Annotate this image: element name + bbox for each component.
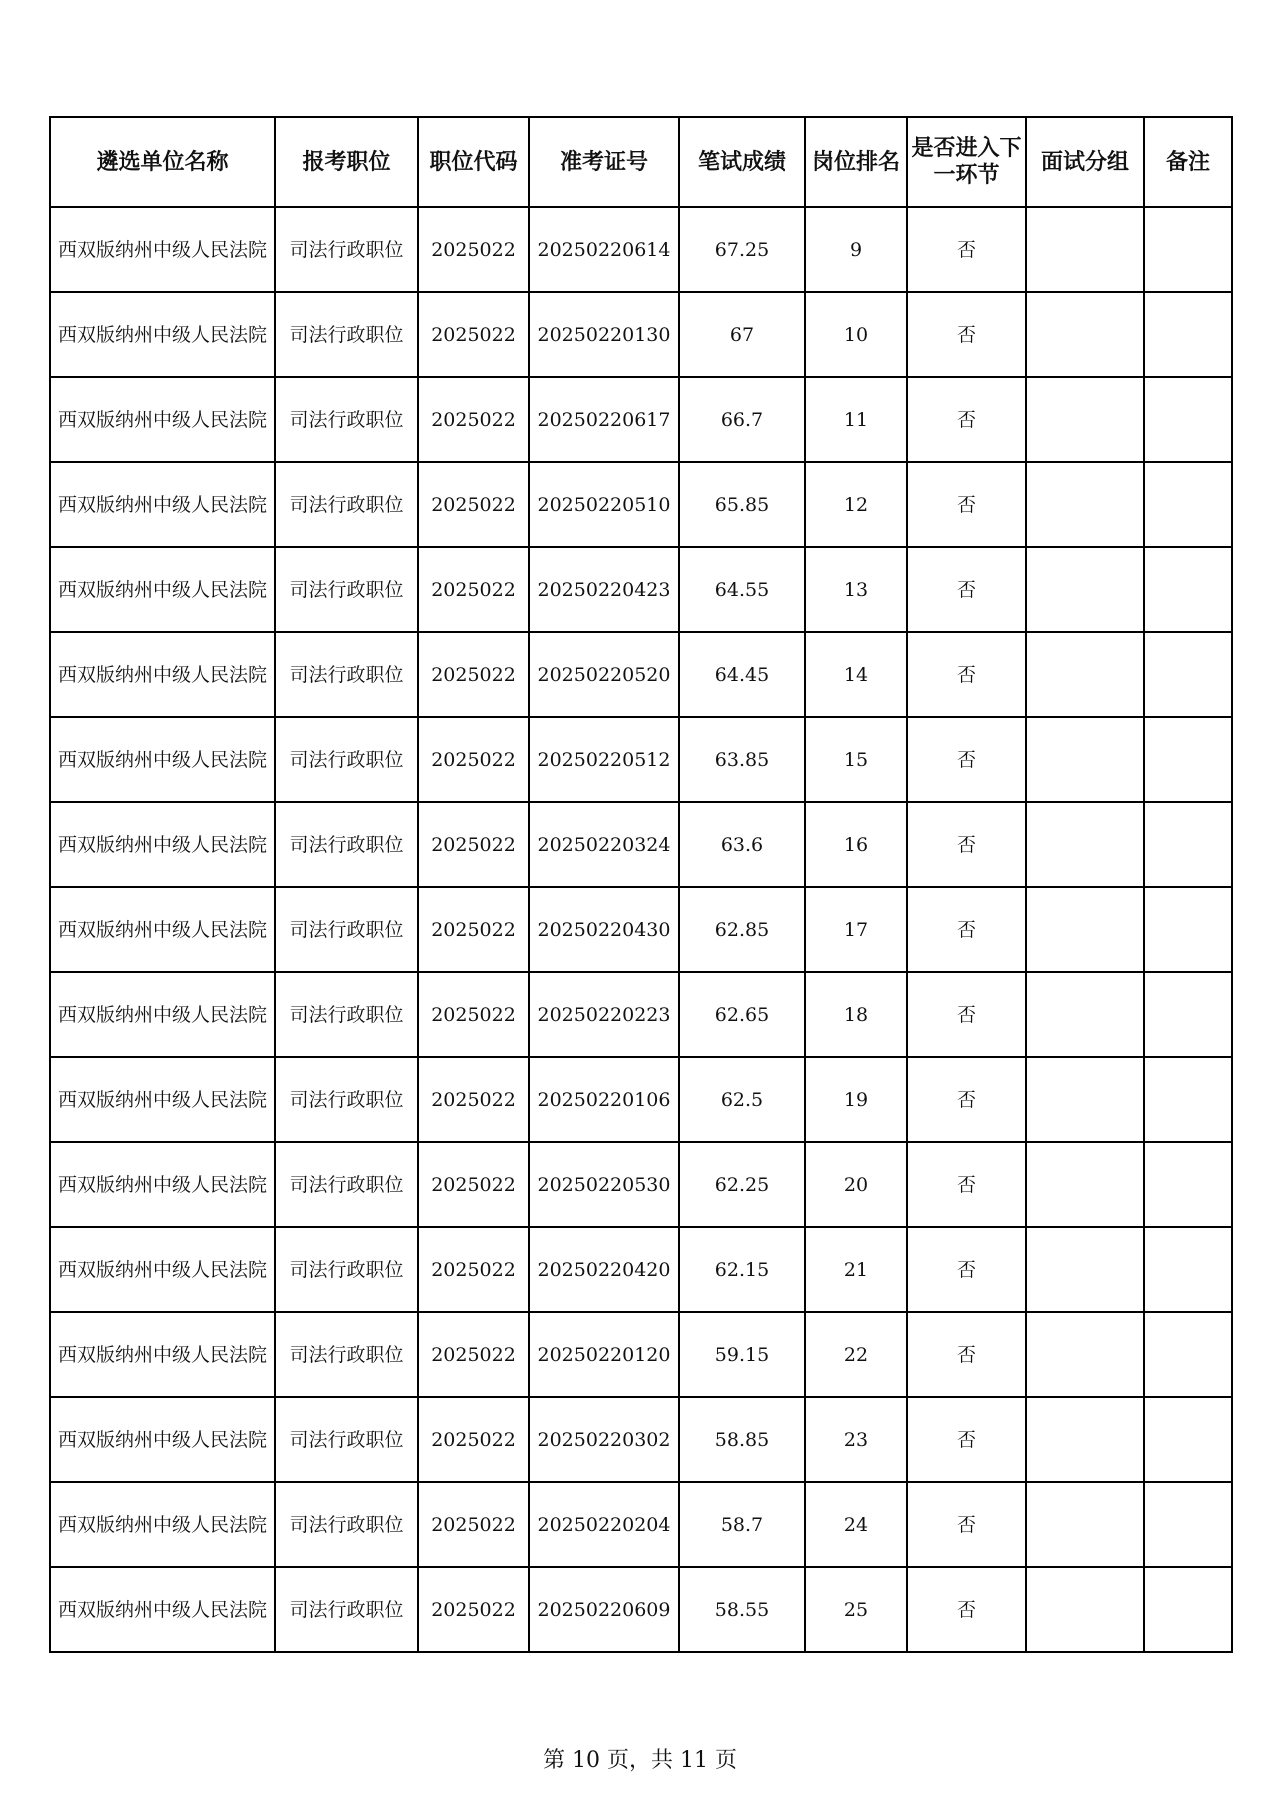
cell-remark <box>1144 1142 1232 1227</box>
cell-remark <box>1144 1227 1232 1312</box>
cell-code: 2025022 <box>418 207 529 292</box>
cell-post: 司法行政职位 <box>275 1397 418 1482</box>
cell-code: 2025022 <box>418 1397 529 1482</box>
cell-post: 司法行政职位 <box>275 1142 418 1227</box>
cell-score: 62.65 <box>679 972 805 1057</box>
cell-code: 2025022 <box>418 1227 529 1312</box>
cell-unit: 西双版纳州中级人民法院 <box>50 207 275 292</box>
cell-score: 66.7 <box>679 377 805 462</box>
table-row <box>50 1057 1232 1142</box>
cell-group <box>1026 1482 1144 1567</box>
header-score: 笔试成绩 <box>679 117 805 207</box>
cell-rank: 25 <box>805 1567 907 1652</box>
cell-score: 59.15 <box>679 1312 805 1397</box>
cell-score: 58.7 <box>679 1482 805 1567</box>
cell-next: 否 <box>907 377 1026 462</box>
cell-group <box>1026 292 1144 377</box>
cell-code: 2025022 <box>418 1567 529 1652</box>
cell-rank: 11 <box>805 377 907 462</box>
cell-remark <box>1144 1567 1232 1652</box>
table-row <box>50 1567 1232 1652</box>
table-row <box>50 292 1232 377</box>
cell-ticket: 20250220617 <box>529 377 679 462</box>
cell-ticket: 20250220324 <box>529 802 679 887</box>
cell-ticket: 20250220120 <box>529 1312 679 1397</box>
cell-score: 58.85 <box>679 1397 805 1482</box>
cell-post: 司法行政职位 <box>275 292 418 377</box>
cell-rank: 14 <box>805 632 907 717</box>
cell-remark <box>1144 972 1232 1057</box>
cell-next: 否 <box>907 632 1026 717</box>
header-ticket: 准考证号 <box>529 117 679 207</box>
header-next: 是否进入下一环节 <box>907 117 1026 207</box>
cell-unit: 西双版纳州中级人民法院 <box>50 632 275 717</box>
cell-code: 2025022 <box>418 292 529 377</box>
cell-remark <box>1144 1057 1232 1142</box>
cell-group <box>1026 462 1144 547</box>
cell-score: 67.25 <box>679 207 805 292</box>
cell-remark <box>1144 547 1232 632</box>
cell-code: 2025022 <box>418 632 529 717</box>
table-row <box>50 972 1232 1057</box>
cell-ticket: 20250220430 <box>529 887 679 972</box>
cell-score: 65.85 <box>679 462 805 547</box>
cell-unit: 西双版纳州中级人民法院 <box>50 717 275 802</box>
cell-unit: 西双版纳州中级人民法院 <box>50 1482 275 1567</box>
cell-ticket: 20250220510 <box>529 462 679 547</box>
cell-ticket: 20250220130 <box>529 292 679 377</box>
cell-group <box>1026 1567 1144 1652</box>
cell-unit: 西双版纳州中级人民法院 <box>50 1227 275 1312</box>
cell-group <box>1026 1312 1144 1397</box>
cell-next: 否 <box>907 547 1026 632</box>
cell-code: 2025022 <box>418 547 529 632</box>
cell-score: 63.6 <box>679 802 805 887</box>
table-row <box>50 1227 1232 1312</box>
cell-post: 司法行政职位 <box>275 632 418 717</box>
cell-unit: 西双版纳州中级人民法院 <box>50 1312 275 1397</box>
results-table <box>49 116 1233 1653</box>
cell-code: 2025022 <box>418 717 529 802</box>
cell-rank: 24 <box>805 1482 907 1567</box>
header-code: 职位代码 <box>418 117 529 207</box>
cell-ticket: 20250220420 <box>529 1227 679 1312</box>
cell-unit: 西双版纳州中级人民法院 <box>50 1397 275 1482</box>
cell-group <box>1026 1227 1144 1312</box>
cell-post: 司法行政职位 <box>275 1482 418 1567</box>
cell-remark <box>1144 1397 1232 1482</box>
table-row <box>50 207 1232 292</box>
table-row <box>50 887 1232 972</box>
cell-group <box>1026 207 1144 292</box>
cell-rank: 9 <box>805 207 907 292</box>
cell-unit: 西双版纳州中级人民法院 <box>50 1057 275 1142</box>
table-row <box>50 632 1232 717</box>
cell-unit: 西双版纳州中级人民法院 <box>50 1567 275 1652</box>
cell-unit: 西双版纳州中级人民法院 <box>50 802 275 887</box>
header-remark: 备注 <box>1144 117 1232 207</box>
header-group: 面试分组 <box>1026 117 1144 207</box>
cell-remark <box>1144 717 1232 802</box>
cell-rank: 10 <box>805 292 907 377</box>
cell-next: 否 <box>907 887 1026 972</box>
cell-post: 司法行政职位 <box>275 802 418 887</box>
cell-group <box>1026 1142 1144 1227</box>
cell-group <box>1026 632 1144 717</box>
cell-ticket: 20250220609 <box>529 1567 679 1652</box>
cell-post: 司法行政职位 <box>275 1227 418 1312</box>
table-row <box>50 1397 1232 1482</box>
cell-post: 司法行政职位 <box>275 1057 418 1142</box>
cell-remark <box>1144 802 1232 887</box>
cell-group <box>1026 1397 1144 1482</box>
cell-next: 否 <box>907 207 1026 292</box>
cell-next: 否 <box>907 1227 1026 1312</box>
cell-score: 62.85 <box>679 887 805 972</box>
cell-unit: 西双版纳州中级人民法院 <box>50 377 275 462</box>
cell-rank: 19 <box>805 1057 907 1142</box>
header-unit: 遴选单位名称 <box>50 117 275 207</box>
cell-rank: 20 <box>805 1142 907 1227</box>
cell-next: 否 <box>907 1057 1026 1142</box>
cell-score: 67 <box>679 292 805 377</box>
cell-group <box>1026 972 1144 1057</box>
cell-next: 否 <box>907 1567 1026 1652</box>
cell-post: 司法行政职位 <box>275 207 418 292</box>
header-row <box>50 117 1232 207</box>
cell-next: 否 <box>907 972 1026 1057</box>
cell-rank: 17 <box>805 887 907 972</box>
cell-group <box>1026 377 1144 462</box>
cell-score: 63.85 <box>679 717 805 802</box>
cell-ticket: 20250220106 <box>529 1057 679 1142</box>
cell-code: 2025022 <box>418 1057 529 1142</box>
table-row <box>50 1312 1232 1397</box>
cell-group <box>1026 802 1144 887</box>
cell-remark <box>1144 887 1232 972</box>
cell-code: 2025022 <box>418 887 529 972</box>
cell-code: 2025022 <box>418 377 529 462</box>
cell-rank: 18 <box>805 972 907 1057</box>
cell-code: 2025022 <box>418 462 529 547</box>
cell-group <box>1026 1057 1144 1142</box>
cell-post: 司法行政职位 <box>275 887 418 972</box>
cell-rank: 16 <box>805 802 907 887</box>
cell-post: 司法行政职位 <box>275 1567 418 1652</box>
cell-remark <box>1144 292 1232 377</box>
page-number: 第 10 页，共 11 页 <box>543 1748 737 1773</box>
cell-code: 2025022 <box>418 802 529 887</box>
cell-ticket: 20250220204 <box>529 1482 679 1567</box>
table-row <box>50 1142 1232 1227</box>
header-rank: 岗位排名 <box>805 117 907 207</box>
cell-next: 否 <box>907 1397 1026 1482</box>
cell-rank: 12 <box>805 462 907 547</box>
cell-unit: 西双版纳州中级人民法院 <box>50 972 275 1057</box>
cell-rank: 15 <box>805 717 907 802</box>
cell-post: 司法行政职位 <box>275 377 418 462</box>
cell-unit: 西双版纳州中级人民法院 <box>50 547 275 632</box>
table-row <box>50 462 1232 547</box>
cell-ticket: 20250220512 <box>529 717 679 802</box>
cell-score: 58.55 <box>679 1567 805 1652</box>
table-row <box>50 1482 1232 1567</box>
table-row <box>50 547 1232 632</box>
cell-rank: 21 <box>805 1227 907 1312</box>
cell-post: 司法行政职位 <box>275 972 418 1057</box>
cell-remark <box>1144 1482 1232 1567</box>
cell-unit: 西双版纳州中级人民法院 <box>50 887 275 972</box>
cell-next: 否 <box>907 1142 1026 1227</box>
cell-next: 否 <box>907 462 1026 547</box>
cell-next: 否 <box>907 1312 1026 1397</box>
cell-score: 62.25 <box>679 1142 805 1227</box>
cell-group <box>1026 547 1144 632</box>
cell-code: 2025022 <box>418 1312 529 1397</box>
cell-group <box>1026 887 1144 972</box>
cell-code: 2025022 <box>418 972 529 1057</box>
cell-ticket: 20250220614 <box>529 207 679 292</box>
cell-score: 62.15 <box>679 1227 805 1312</box>
cell-ticket: 20250220530 <box>529 1142 679 1227</box>
cell-remark <box>1144 632 1232 717</box>
cell-remark <box>1144 462 1232 547</box>
cell-code: 2025022 <box>418 1482 529 1567</box>
cell-score: 62.5 <box>679 1057 805 1142</box>
header-post: 报考职位 <box>275 117 418 207</box>
cell-unit: 西双版纳州中级人民法院 <box>50 462 275 547</box>
cell-next: 否 <box>907 802 1026 887</box>
cell-next: 否 <box>907 292 1026 377</box>
cell-post: 司法行政职位 <box>275 547 418 632</box>
cell-ticket: 20250220520 <box>529 632 679 717</box>
cell-post: 司法行政职位 <box>275 462 418 547</box>
cell-group <box>1026 717 1144 802</box>
cell-ticket: 20250220302 <box>529 1397 679 1482</box>
cell-rank: 22 <box>805 1312 907 1397</box>
cell-unit: 西双版纳州中级人民法院 <box>50 1142 275 1227</box>
cell-rank: 13 <box>805 547 907 632</box>
cell-score: 64.45 <box>679 632 805 717</box>
cell-remark <box>1144 377 1232 462</box>
cell-remark <box>1144 1312 1232 1397</box>
cell-remark <box>1144 207 1232 292</box>
cell-score: 64.55 <box>679 547 805 632</box>
cell-next: 否 <box>907 717 1026 802</box>
cell-post: 司法行政职位 <box>275 1312 418 1397</box>
cell-ticket: 20250220223 <box>529 972 679 1057</box>
cell-rank: 23 <box>805 1397 907 1482</box>
cell-unit: 西双版纳州中级人民法院 <box>50 292 275 377</box>
table-row <box>50 802 1232 887</box>
table-body <box>50 207 1232 1652</box>
cell-ticket: 20250220423 <box>529 547 679 632</box>
table-row <box>50 717 1232 802</box>
table-row <box>50 377 1232 462</box>
cell-next: 否 <box>907 1482 1026 1567</box>
cell-post: 司法行政职位 <box>275 717 418 802</box>
cell-code: 2025022 <box>418 1142 529 1227</box>
